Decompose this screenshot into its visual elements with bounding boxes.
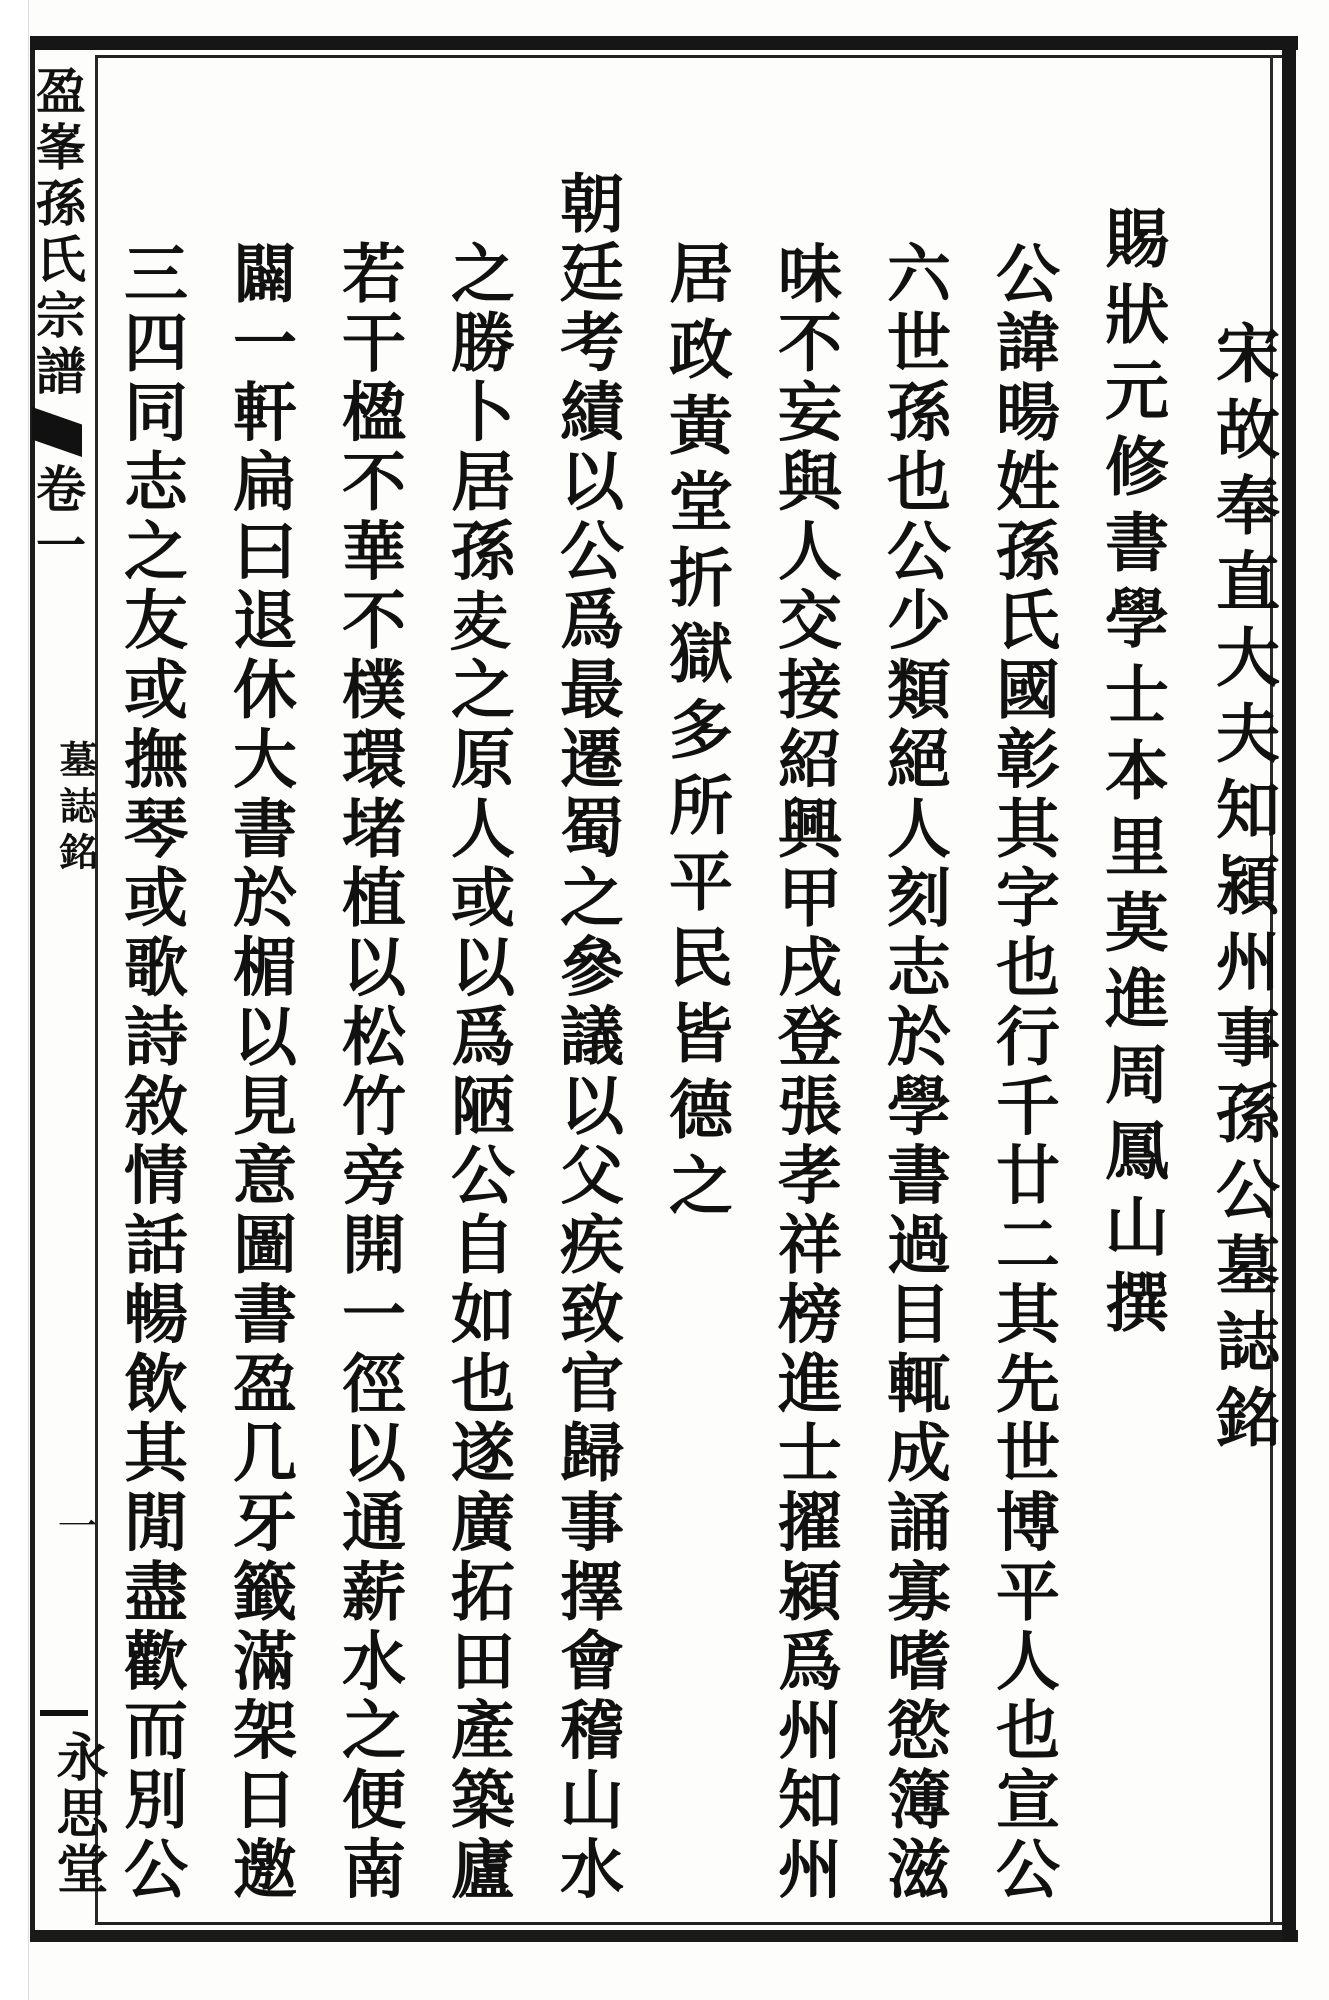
volume-label: 卷一 xyxy=(28,463,87,575)
text-column-author: 賜狀元修書學士本里莫進周鳳山撰 xyxy=(1094,205,1169,1345)
hall-rule xyxy=(40,1710,88,1716)
text-column-4: 六世孫也公少類絕人刻志於學書過目輒成誦寡嗜慾簿滋 xyxy=(876,240,951,1905)
fold-divider xyxy=(95,55,98,1925)
frame-bottom-border xyxy=(30,1930,1298,1942)
text-column-title: 宋故奉直大夫知潁州事孫公墓誌銘 xyxy=(1205,320,1280,1460)
page-number: 一 xyxy=(51,1505,97,1545)
text-column-7: 朝廷考績以公爲最遷蜀之參議以父疾致官歸事擇會稽山水 xyxy=(549,170,624,1905)
banner-column xyxy=(28,65,93,575)
text-column-3: 公諱暘姓孫氏國彰其字也行千廿二其先世博平人也宣公 xyxy=(985,240,1060,1905)
frame-right-border xyxy=(1282,36,1296,1942)
text-column-6: 居政黃堂折獄多所平民皆德之 xyxy=(658,240,733,1228)
text-column-10: 闢一軒扁曰退休大書於楣以見意圖書盈几牙籤滿架日邀 xyxy=(222,240,297,1905)
text-column-8: 之勝卜居孫𡕟之原人或以爲陋公自如也遂廣拓田產築廬 xyxy=(440,240,515,1905)
book-title: 盈峯孫氏宗譜 xyxy=(28,65,87,401)
text-column-11: 三四同志之友或撫琴或歌詩敘情話暢飲其閒盡歡而別公 xyxy=(113,240,188,1905)
text-column-5: 味不妄與人交接紹興甲戌登張孝祥榜進士擢潁爲州知州 xyxy=(767,240,842,1905)
text-column-9: 若干楹不華不樸環堵植以松竹旁開一徑以通薪水之便南 xyxy=(331,240,406,1905)
section-label: 墓誌銘 xyxy=(53,740,98,878)
frame-top-inner-rule xyxy=(95,55,1293,58)
hall-name: 永思堂 xyxy=(47,1730,108,1898)
fish-tail-mark xyxy=(32,407,82,457)
frame-top-border xyxy=(30,36,1298,50)
frame-bottom-inner-rule xyxy=(95,1922,1293,1925)
